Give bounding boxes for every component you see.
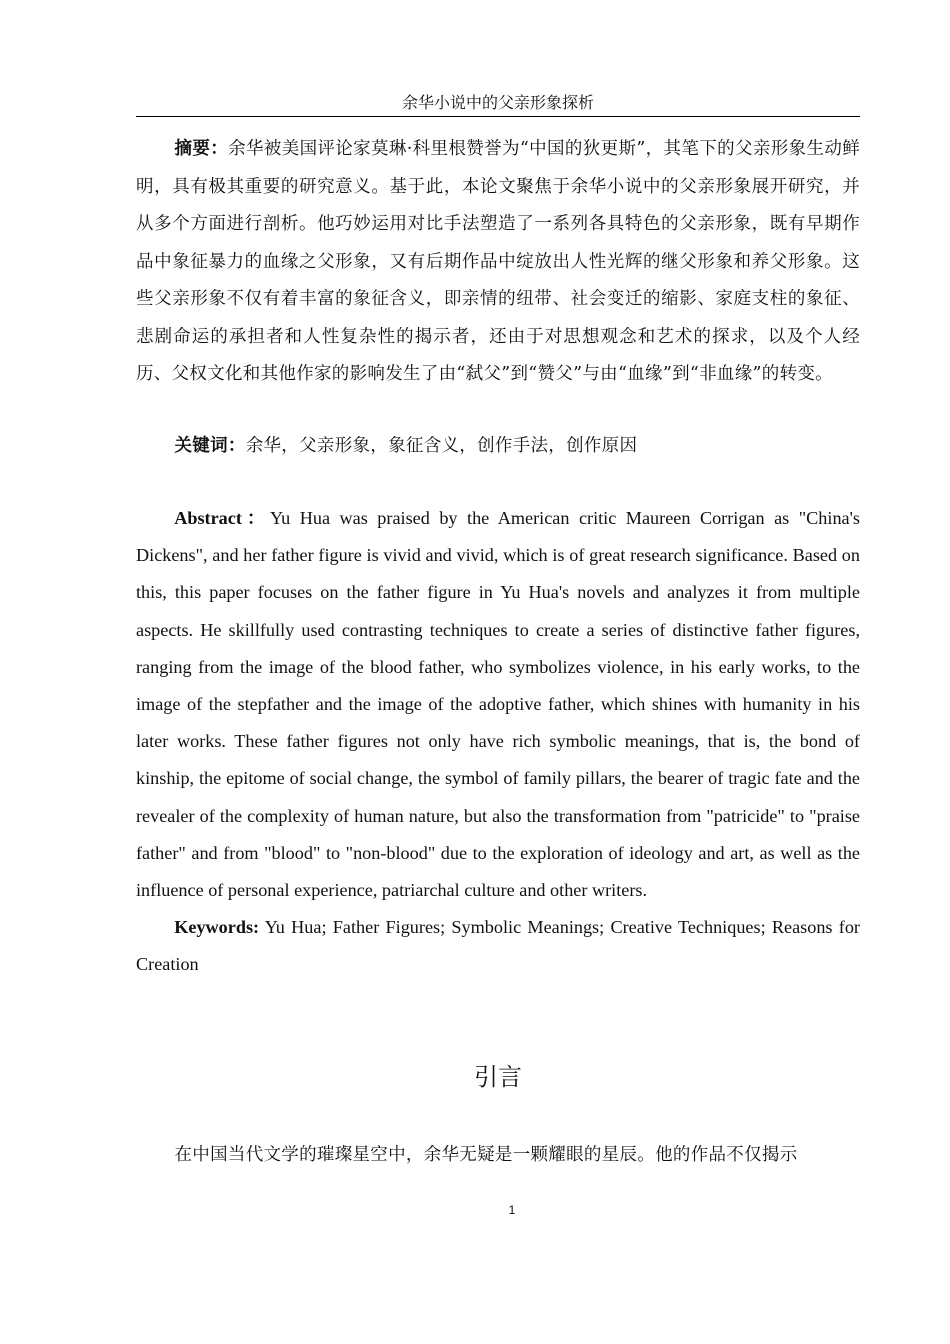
chinese-abstract-label: 摘要： bbox=[174, 139, 229, 159]
chinese-abstract-text: 余华被美国评论家莫琳·科里根赞誉为“中国的狄更斯”，其笔下的父亲形象生动鲜明，具有极其重要的研究意义。基于此，本论文聚焦于余华小说中的父亲形象展开研究，并从多个方面进行剖析。他巧妙运用对比手法塑造了一系列各具特色的父亲形象，既有早期作品中象征暴力的血缘之父形象，又有后期作品中绽放出人性光辉的继父形象和养父形象。这些父亲形象不仅有着丰富的象征含义，即亲情的纽带、社会变迁的缩影、家庭支柱的象征、悲剧命运的承担者和人性复杂性的揭示者，还由于对思想观念和艺术的探求，以及个人经历、父权文化和其他作家的影响发生了由“弑父”到“赞父”与由“血缘”到“非血缘”的转变。 bbox=[136, 139, 860, 384]
running-header: 余华小说中的父亲形象探析 bbox=[136, 92, 860, 117]
english-keywords-label: Keywords: bbox=[174, 917, 260, 937]
body-paragraph: 在中国当代文学的璀璨星空中，余华无疑是一颗耀眼的星辰。他的作品不仅揭示 bbox=[174, 1145, 798, 1165]
english-keywords-text: Yu Hua; Father Figures; Symbolic Meanings; Creative Techniques; Reasons for Creation bbox=[136, 917, 860, 975]
chinese-keywords-text: 余华，父亲形象，象征含义，创作手法，创作原因 bbox=[245, 436, 638, 456]
section-title: 引言 bbox=[474, 1063, 522, 1091]
page-number: 1 bbox=[508, 1203, 516, 1217]
english-abstract-text: Yu Hua was praised by the American critic Maureen Corrigan as "China's Dickens", and her father figure is vivid and vivid, which is of great research significance. Based on this, this paper focuses on the father figure in Yu Hua's novels and analyzes it from multiple aspects. He skillfully used contrasting techniques to create a series of distinctive father figures, ranging from the image of the blood father, who symbolizes violence, in his early works, to the image of the stepfather and the image of the adoptive father, which shines with humanity in his later works. These father figures not only have rich symbolic meanings, that is, the bond of kinship, the epitome of social change, the symbol of family pillars, the bearer of tragic fate and the revealer of the complexity of human nature, but also the transformation from "patricide" to "praise father" and from "blood" to "non-blood" due to the exploration of ideology and art, as well as the influence of personal experience, patriarchal culture and other writers. bbox=[136, 508, 860, 901]
english-abstract-label: Abstract： bbox=[174, 508, 270, 528]
chinese-keywords-label: 关键词： bbox=[174, 436, 246, 456]
english-abstract bbox=[136, 500, 860, 909]
english-keywords bbox=[136, 909, 860, 983]
chinese-abstract bbox=[136, 131, 860, 394]
chinese-keywords bbox=[136, 428, 860, 466]
